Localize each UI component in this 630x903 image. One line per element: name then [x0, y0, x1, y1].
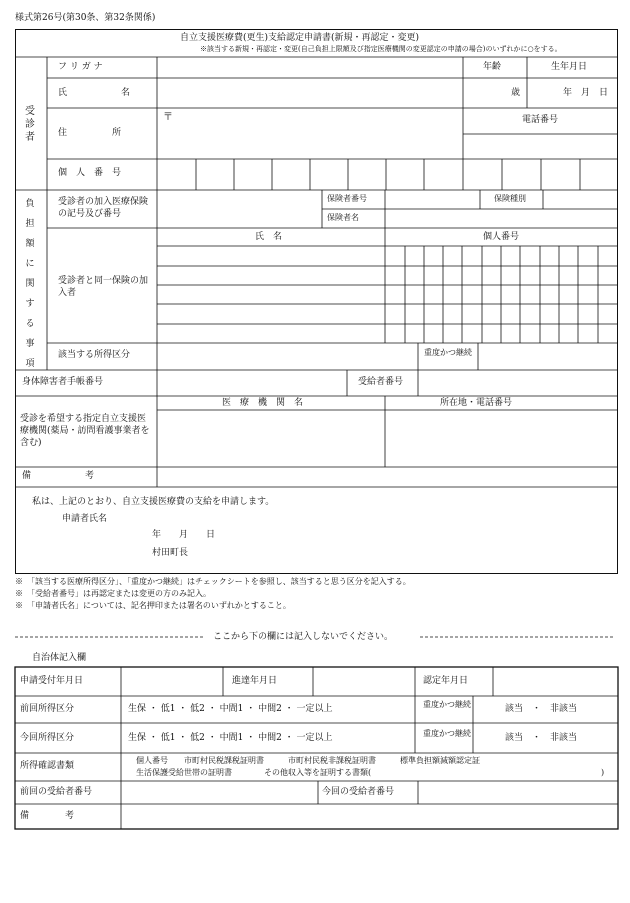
cutline-text: ここから下の欄には記入しないでください。 [213, 632, 394, 642]
curr-income-label: 今回所得区分 [20, 733, 75, 743]
income-docs-close: ) [601, 768, 605, 777]
income-docs-label: 所得確認書類 [20, 761, 75, 771]
insurer-name-label: 保険者名 [327, 213, 359, 222]
curr-recipient-label: 今回の受給者番号 [322, 787, 395, 797]
name-label: 氏 名 [58, 88, 131, 98]
insurer-number-label: 保険者番号 [327, 194, 367, 203]
prev-income-label: 前回所得区分 [20, 704, 75, 714]
office-section-title: 自治体記入欄 [32, 653, 87, 663]
office-remarks-label: 備 考 [20, 811, 75, 821]
receipt-date-label: 申請受付年月日 [20, 676, 84, 686]
title-note: ※該当する新規・再認定・変更(自己負担上限額及び指定医療機関の変更認定の申請の場合)のいずれかに○をする。 [200, 45, 562, 53]
prev-income-options: 生保 ・ 低1 ・ 低2 ・ 中間1 ・ 中間2 ・ 一定以上 [128, 704, 333, 714]
personal-number-label: 個 人 番 号 [58, 168, 122, 178]
birthdate-label: 生年月日 [551, 62, 588, 72]
prev-severe-options: 該当 ・ 非該当 [505, 704, 578, 714]
prev-severe-label: 重度かつ継続 [423, 700, 471, 709]
mayor-label: 村田町長 [152, 548, 189, 558]
application-statement: 私は、上記のとおり、自立支援医療費の支給を申請します。 [32, 497, 275, 507]
income-docs-line-1: 個人番号 市町村民税課税証明書 市町村民税非課税証明書 標準負担額減額認定証 [136, 756, 480, 765]
insurance-type-label: 保険種別 [494, 194, 526, 203]
address-label: 住 所 [58, 128, 122, 138]
phone-label: 電話番号 [522, 115, 559, 125]
form-number: 様式第26号(第30条、第32条関係) [15, 13, 156, 23]
burden-section-label: 負担額に関する事項 [25, 199, 35, 369]
handbook-label: 身体障害者手帳番号 [22, 377, 104, 387]
note-1: ※ 「該当する医療所得区分」、「重度かつ継続」はチェックシートを参照し、該当すると思う区分を記入する。 [15, 577, 411, 586]
postal-mark: 〒 [163, 112, 173, 123]
age-label: 年齢 [483, 62, 502, 72]
income-docs-line-2: 生活保護受給世帯の証明書 その他収入等を証明する書類( [136, 768, 372, 777]
institution-label: 受診を希望する指定自立支援医療機関(薬局・訪問看護事業者を含む) [20, 414, 150, 448]
furigana-label: フ リ ガ ナ [58, 62, 103, 72]
note-2: ※ 「受給者番号」は再認定または変更の方のみ記入。 [15, 589, 211, 598]
age-unit: 歳 [511, 88, 521, 98]
curr-severe-options: 該当 ・ 非該当 [505, 733, 578, 743]
recipient-number-label: 受給者番号 [358, 377, 404, 387]
form-title: 自立支援医療費(更生)支給認定申請書(新規・再認定・変更) [180, 33, 420, 43]
same-insurance-label: 受診者と同一保険の加入者 [58, 276, 149, 298]
curr-income-options: 生保 ・ 低1 ・ 低2 ・ 中間1 ・ 中間2 ・ 一定以上 [128, 733, 333, 743]
prev-recipient-label: 前回の受給者番号 [20, 787, 93, 797]
notice-date-label: 進達年月日 [232, 676, 278, 686]
curr-severe-label: 重度かつ継続 [423, 729, 471, 738]
approval-date-label: 認定年月日 [423, 676, 469, 686]
income-category-label: 該当する所得区分 [58, 350, 131, 360]
institution-name-header: 医 療 機 関 名 [222, 398, 304, 408]
note-3: ※ 「申請者氏名」については、記名押印または署名のいずれかとすること。 [15, 601, 291, 610]
member-personal-number-header: 個人番号 [483, 232, 520, 242]
institution-address-header: 所在地・電話番号 [440, 398, 513, 408]
remarks-label: 備 考 [22, 471, 95, 481]
application-date: 年 月 日 [152, 530, 216, 540]
applicant-name-label: 申請者氏名 [62, 514, 108, 524]
member-name-header: 氏 名 [255, 232, 283, 242]
birthdate-ymd: 年 月 日 [563, 88, 609, 98]
severe-continued-label: 重度かつ継続 [424, 348, 472, 357]
patient-section-label: 受診者 [25, 106, 35, 143]
insurance-record-label: 受診者の加入医療保険の記号及び番号 [58, 197, 149, 219]
